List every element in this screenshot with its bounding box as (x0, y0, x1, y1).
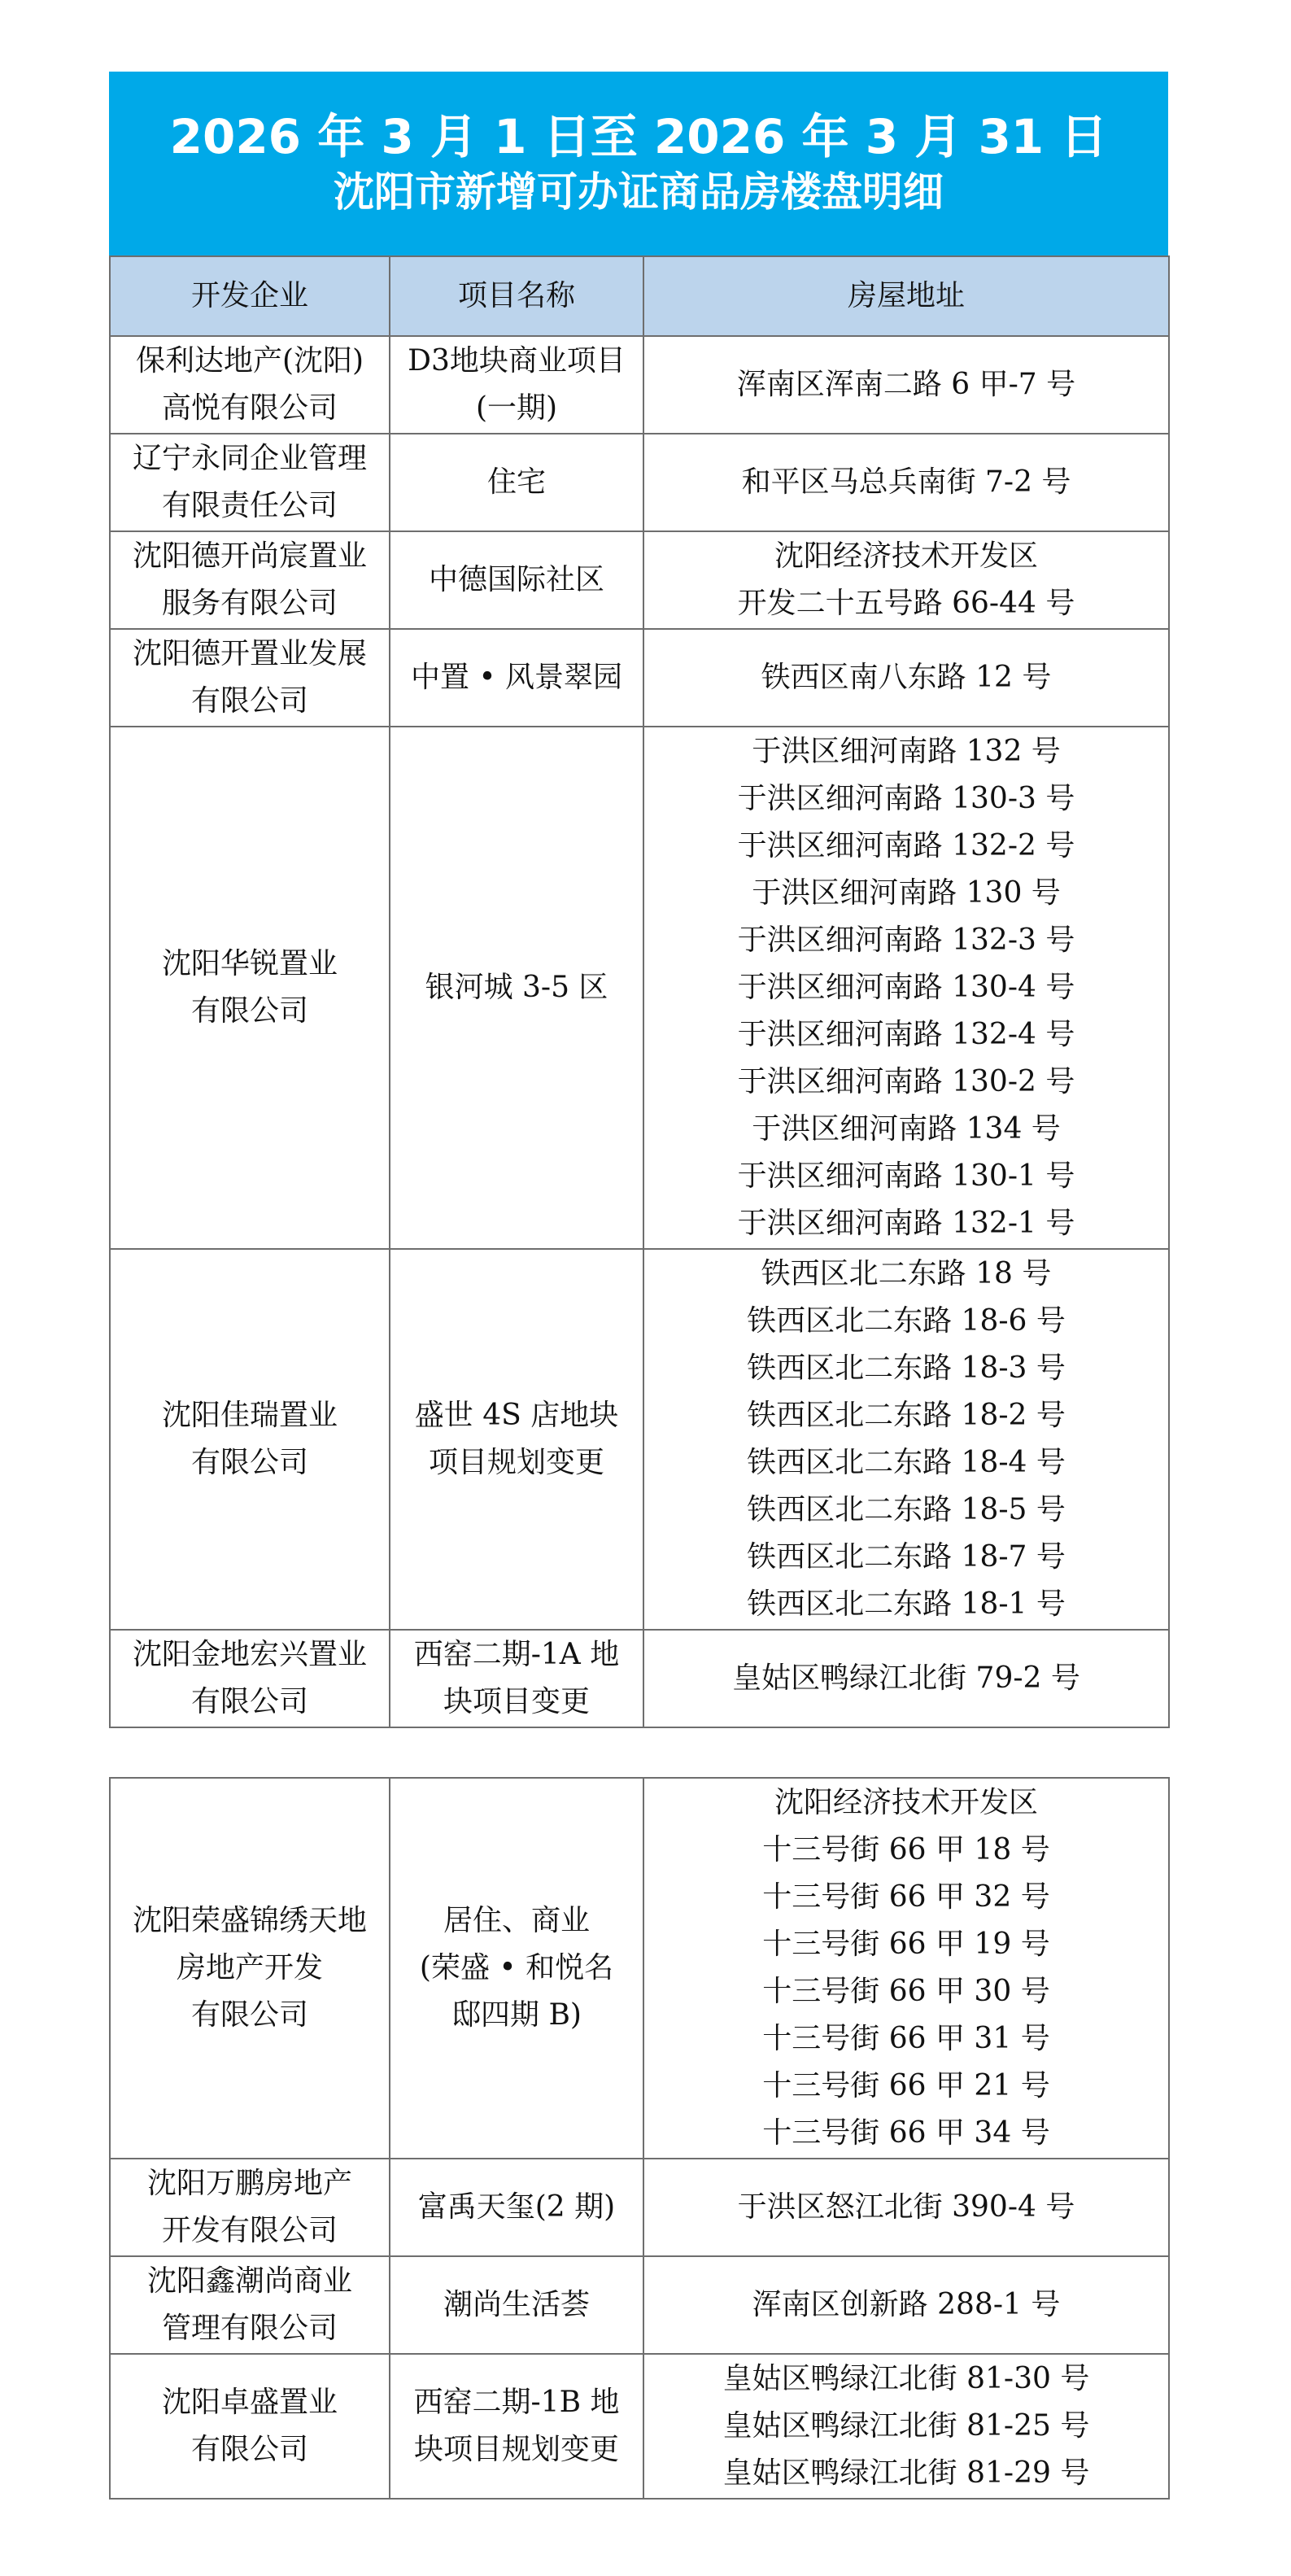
project-cell-line: 块项目规划变更 (413, 2433, 619, 2466)
address-cell-line: 铁西区北二东路 18-5 号 (747, 1493, 1066, 1526)
developer-cell (110, 434, 390, 531)
table-row (110, 2256, 1169, 2354)
developer-cell-line: 沈阳华锐置业 (161, 947, 338, 980)
address-cell (643, 1778, 1169, 2159)
developer-cell-line: 沈阳卓盛置业 (161, 2386, 338, 2419)
address-cell-line: 于洪区细河南路 134 号 (752, 1112, 1061, 1146)
developer-cell (110, 2354, 390, 2499)
developer-cell-line: 有限公司 (190, 1685, 308, 1718)
address-cell (643, 2256, 1169, 2354)
address-cell-line: 皇姑区鸭绿江北街 81-30 号 (722, 2362, 1090, 2395)
address-cell-line: 十三号街 66 甲 30 号 (762, 1975, 1050, 2008)
address-cell (643, 336, 1169, 434)
table-row (110, 727, 1169, 1249)
developer-cell-line: 有限公司 (190, 994, 308, 1028)
address-cell-line: 铁西区北二东路 18-2 号 (747, 1399, 1066, 1432)
table-header-row (110, 256, 1169, 336)
title-banner (109, 72, 1168, 255)
address-cell-line: 浑南区创新路 288-1 号 (752, 2288, 1061, 2321)
developer-cell (110, 2159, 390, 2256)
address-cell-line: 铁西区北二东路 18 号 (761, 1257, 1052, 1290)
address-cell-line: 十三号街 66 甲 34 号 (762, 2116, 1050, 2150)
listing-table-2 (109, 1777, 1170, 2500)
address-cell-line: 于洪区细河南路 130-3 号 (737, 782, 1075, 815)
address-cell (643, 1630, 1169, 1727)
address-cell-line: 铁西区北二东路 18-1 号 (747, 1587, 1066, 1621)
project-cell (390, 531, 643, 629)
developer-cell (110, 531, 390, 629)
developer-cell-line: 开发有限公司 (161, 2214, 338, 2247)
project-cell-line: 盛世 4S 店地块 (414, 1399, 619, 1432)
project-cell (390, 1249, 643, 1630)
project-cell-line: 居住、商业 (443, 1904, 590, 1937)
table-row (110, 1630, 1169, 1727)
table-row (110, 2159, 1169, 2256)
address-cell-line: 于洪区细河南路 132-2 号 (737, 829, 1075, 862)
address-cell-line: 皇姑区鸭绿江北街 81-25 号 (722, 2409, 1090, 2443)
developer-cell (110, 727, 390, 1249)
developer-cell-line: 房地产开发 (176, 1951, 323, 1984)
title-line-1: 2026 年 3 月 1 日至 2026 年 3 月 31 日 (169, 109, 1108, 164)
address-cell-line: 开发二十五号路 66-44 号 (737, 587, 1075, 620)
developer-cell-line: 高悦有限公司 (161, 391, 338, 425)
table-2-body (110, 1778, 1169, 2499)
table-1-body (110, 336, 1169, 1727)
address-cell-line: 于洪区细河南路 130-1 号 (737, 1159, 1075, 1193)
project-cell (390, 434, 643, 531)
project-cell-line: 块项目变更 (443, 1685, 590, 1718)
listing-table-1 (109, 255, 1170, 1728)
address-cell-line: 十三号街 66 甲 19 号 (762, 1928, 1050, 1961)
project-cell-line: 西窑二期-1B 地 (413, 2386, 620, 2419)
table-row (110, 629, 1169, 727)
header-address: 房屋地址 (643, 256, 1169, 336)
title-line-2: 沈阳市新增可办证商品房楼盘明细 (334, 168, 944, 216)
address-cell (643, 1249, 1169, 1630)
table-row (110, 2354, 1169, 2499)
address-cell-line: 十三号街 66 甲 21 号 (762, 2069, 1050, 2102)
project-cell (390, 727, 643, 1249)
project-cell-line: 富禹天玺(2 期) (417, 2190, 616, 2224)
address-cell (643, 434, 1169, 531)
header-developer: 开发企业 (110, 256, 390, 336)
project-cell-line: 邸四期 B) (451, 1998, 582, 2032)
address-cell-line: 于洪区细河南路 132-1 号 (737, 1207, 1075, 1240)
project-cell (390, 336, 643, 434)
project-cell-line: 中德国际社区 (428, 563, 604, 596)
developer-cell-line: 服务有限公司 (161, 587, 338, 620)
address-cell-line: 和平区马总兵南街 7-2 号 (741, 465, 1071, 499)
address-cell-line: 于洪区细河南路 132 号 (752, 735, 1061, 768)
developer-cell (110, 1778, 390, 2159)
address-cell-line: 皇姑区鸭绿江北街 81-29 号 (722, 2456, 1090, 2490)
address-cell (643, 629, 1169, 727)
developer-cell (110, 629, 390, 727)
address-cell-line: 铁西区南八东路 12 号 (761, 661, 1052, 694)
developer-cell-line: 有限公司 (190, 684, 308, 718)
developer-cell-line: 沈阳金地宏兴置业 (132, 1638, 367, 1671)
table-row (110, 336, 1169, 434)
developer-cell-line: 沈阳德开置业发展 (132, 637, 367, 670)
address-cell-line: 铁西区北二东路 18-7 号 (747, 1540, 1066, 1574)
project-cell (390, 1778, 643, 2159)
developer-cell (110, 336, 390, 434)
project-cell-line: 潮尚生活荟 (443, 2288, 590, 2321)
developer-cell-line: 保利达地产(沈阳) (135, 344, 364, 378)
project-cell (390, 2354, 643, 2499)
developer-cell (110, 2256, 390, 2354)
project-cell-line: 住宅 (486, 465, 546, 499)
project-cell (390, 2159, 643, 2256)
project-cell (390, 2256, 643, 2354)
address-cell-line: 浑南区浑南二路 6 甲-7 号 (736, 368, 1076, 401)
address-cell-line: 十三号街 66 甲 18 号 (762, 1833, 1050, 1867)
table-row (110, 531, 1169, 629)
developer-cell-line: 有限公司 (190, 2433, 308, 2466)
developer-cell-line: 沈阳荣盛锦绣天地 (132, 1904, 367, 1937)
project-cell-line: D3地块商业项目 (408, 344, 626, 378)
address-cell-line: 皇姑区鸭绿江北街 79-2 号 (732, 1661, 1080, 1695)
header-project: 项目名称 (390, 256, 643, 336)
address-cell-line: 于洪区细河南路 132-4 号 (737, 1018, 1075, 1051)
address-cell-line: 十三号街 66 甲 32 号 (762, 1880, 1050, 1914)
address-cell-line: 于洪区细河南路 132-3 号 (737, 923, 1075, 957)
project-cell-line: 银河城 3-5 区 (425, 971, 608, 1004)
developer-cell-line: 辽宁永同企业管理 (132, 442, 367, 475)
address-cell-line: 铁西区北二东路 18-6 号 (747, 1304, 1066, 1338)
developer-cell-line: 有限责任公司 (161, 489, 338, 522)
address-cell (643, 2354, 1169, 2499)
address-cell-line: 沈阳经济技术开发区 (774, 1786, 1038, 1819)
address-cell (643, 531, 1169, 629)
developer-cell-line: 沈阳德开尚宸置业 (132, 539, 367, 573)
address-cell-line: 铁西区北二东路 18-4 号 (747, 1446, 1066, 1479)
developer-cell-line: 有限公司 (190, 1998, 308, 2032)
project-cell (390, 1630, 643, 1727)
project-cell-line: 中置 • 风景翠园 (410, 661, 623, 694)
table-row (110, 434, 1169, 531)
table-row (110, 1778, 1169, 2159)
developer-cell-line: 沈阳鑫潮尚商业 (146, 2264, 352, 2298)
developer-cell-line: 沈阳佳瑞置业 (161, 1399, 338, 1432)
address-cell-line: 于洪区细河南路 130-4 号 (737, 971, 1075, 1004)
address-cell (643, 2159, 1169, 2256)
project-cell-line: (荣盛 • 和悦名 (419, 1951, 614, 1984)
address-cell-line: 于洪区细河南路 130 号 (752, 876, 1061, 910)
developer-cell (110, 1630, 390, 1727)
project-cell (390, 629, 643, 727)
address-cell-line: 沈阳经济技术开发区 (774, 539, 1038, 573)
project-cell-line: (一期) (475, 391, 558, 425)
address-cell-line: 铁西区北二东路 18-3 号 (747, 1351, 1066, 1385)
developer-cell (110, 1249, 390, 1630)
address-cell-line: 于洪区怒江北街 390-4 号 (737, 2190, 1075, 2224)
project-cell-line: 西窑二期-1A 地 (413, 1638, 620, 1671)
developer-cell-line: 管理有限公司 (161, 2312, 338, 2345)
address-cell-line: 十三号街 66 甲 31 号 (762, 2022, 1050, 2055)
developer-cell-line: 沈阳万鹏房地产 (146, 2167, 352, 2200)
developer-cell-line: 有限公司 (190, 1446, 308, 1479)
address-cell (643, 727, 1169, 1249)
address-cell-line: 于洪区细河南路 130-2 号 (737, 1065, 1075, 1098)
table-row (110, 1249, 1169, 1630)
project-cell-line: 项目规划变更 (428, 1446, 604, 1479)
